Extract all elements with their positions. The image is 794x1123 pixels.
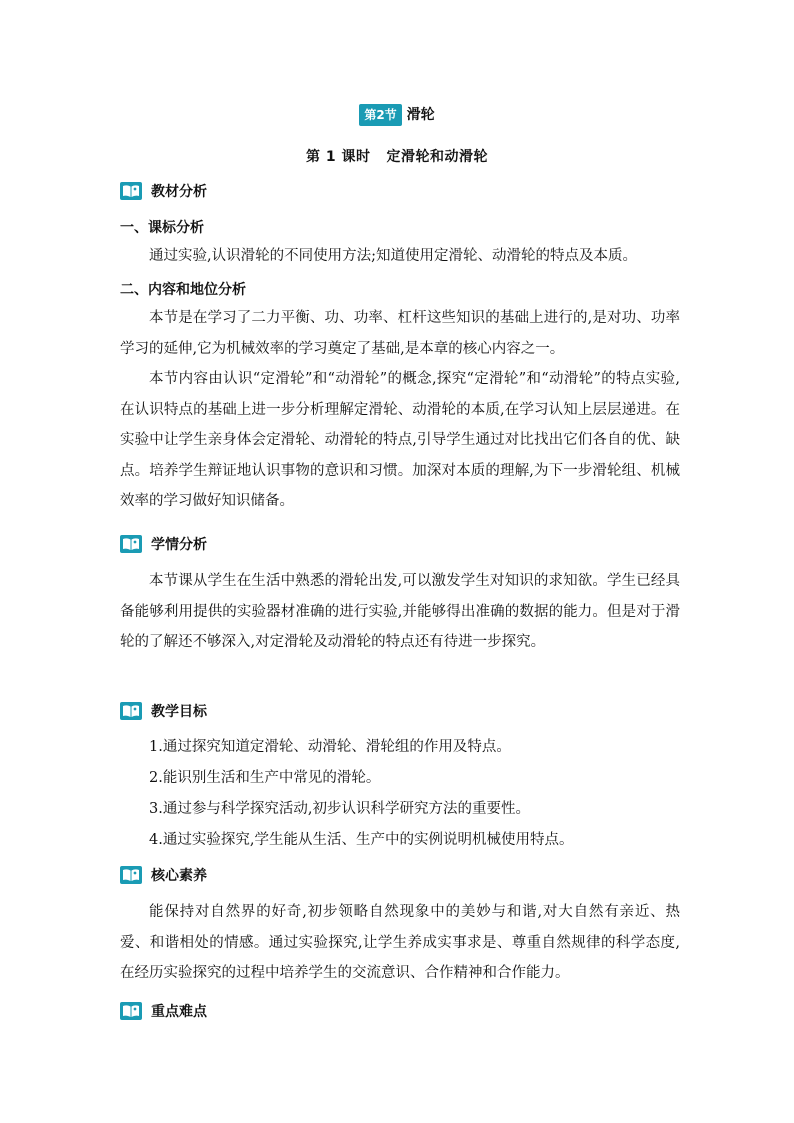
heading-student-analysis [120, 533, 207, 555]
open-book-icon [120, 1002, 142, 1020]
open-book-icon [120, 702, 142, 720]
heading-text: 重点难点 [151, 1004, 207, 1020]
content-paragraph-1: 本节是在学习了二力平衡、功、功率、杠杆这些知识的基础上进行的,是对功、功率学习的延伸,它为机械效率的学习奠定了基础,是本章的核心内容之一。 [120, 310, 680, 357]
heading-text: 教学目标 [151, 704, 207, 720]
section-title: 滑轮 [406, 107, 435, 123]
section-title-row [0, 104, 794, 126]
heading-objectives [120, 700, 207, 722]
student-analysis-paragraph: 本节课从学生在生活中熟悉的滑轮出发,可以激发学生对知识的求知欲。学生已经具备能够利用提供的实验器材准确的进行实验,并能够得出准确的数据的能力。但是对于滑轮的了解还不够深入,对定滑轮及动滑轮的特点还有待进一步探究。 [120, 573, 680, 650]
heading-text: 学情分析 [151, 537, 207, 553]
heading-text: 教材分析 [151, 184, 207, 200]
core-literacy-paragraph: 能保持对自然界的好奇,初步领略自然现象中的美妙与和谐,对大自然有亲近、热爱、和谐相处的情感。通过实验探究,让学生养成实事求是、尊重自然规律的科学态度,在经历实验探究的过程中培养学生的交流意识、合作精神和合作能力。 [120, 904, 680, 981]
open-book-icon [120, 535, 142, 553]
subheading-content: 二、内容和地位分析 [120, 282, 246, 298]
open-book-icon [120, 866, 142, 884]
heading-key-points [120, 1000, 207, 1022]
lesson-title: 定滑轮和动滑轮 [386, 149, 488, 165]
heading-core-literacy [120, 864, 207, 886]
objective-item: 3.通过参与科学探究活动,初步认识科学研究方法的重要性。 [149, 801, 530, 817]
lesson-number: 第 1 课时 [306, 149, 371, 165]
objective-item: 2.能识别生活和生产中常见的滑轮。 [149, 770, 381, 786]
curriculum-paragraph: 通过实验,认识滑轮的不同使用方法;知道使用定滑轮、动滑轮的特点及本质。 [149, 248, 637, 264]
objective-item: 1.通过探究知道定滑轮、动滑轮、滑轮组的作用及特点。 [149, 739, 511, 755]
section-badge: 第2节 [359, 104, 401, 126]
lesson-subtitle [0, 146, 794, 166]
open-book-icon [120, 182, 142, 200]
objective-item: 4.通过实验探究,学生能从生活、生产中的实例说明机械使用特点。 [149, 832, 574, 848]
subheading-curriculum: 一、课标分析 [120, 220, 204, 236]
heading-text: 核心素养 [151, 868, 207, 884]
content-paragraph-2: 本节内容由认识“定滑轮”和“动滑轮”的概念,探究“定滑轮”和“动滑轮”的特点实验,在认识特点的基础上进一步分析理解定滑轮、动滑轮的本质,在学习认知上层层递进。在实验中让学生亲身体会定滑轮、动滑轮的特点,引导学生通过对比找出它们各自的优、缺点。培养学生辩证地认识事物的意识和习惯。加深对本质的理解,为下一步滑轮组、机械效率的学习做好知识储备。 [120, 371, 680, 509]
heading-textbook-analysis [120, 180, 207, 202]
